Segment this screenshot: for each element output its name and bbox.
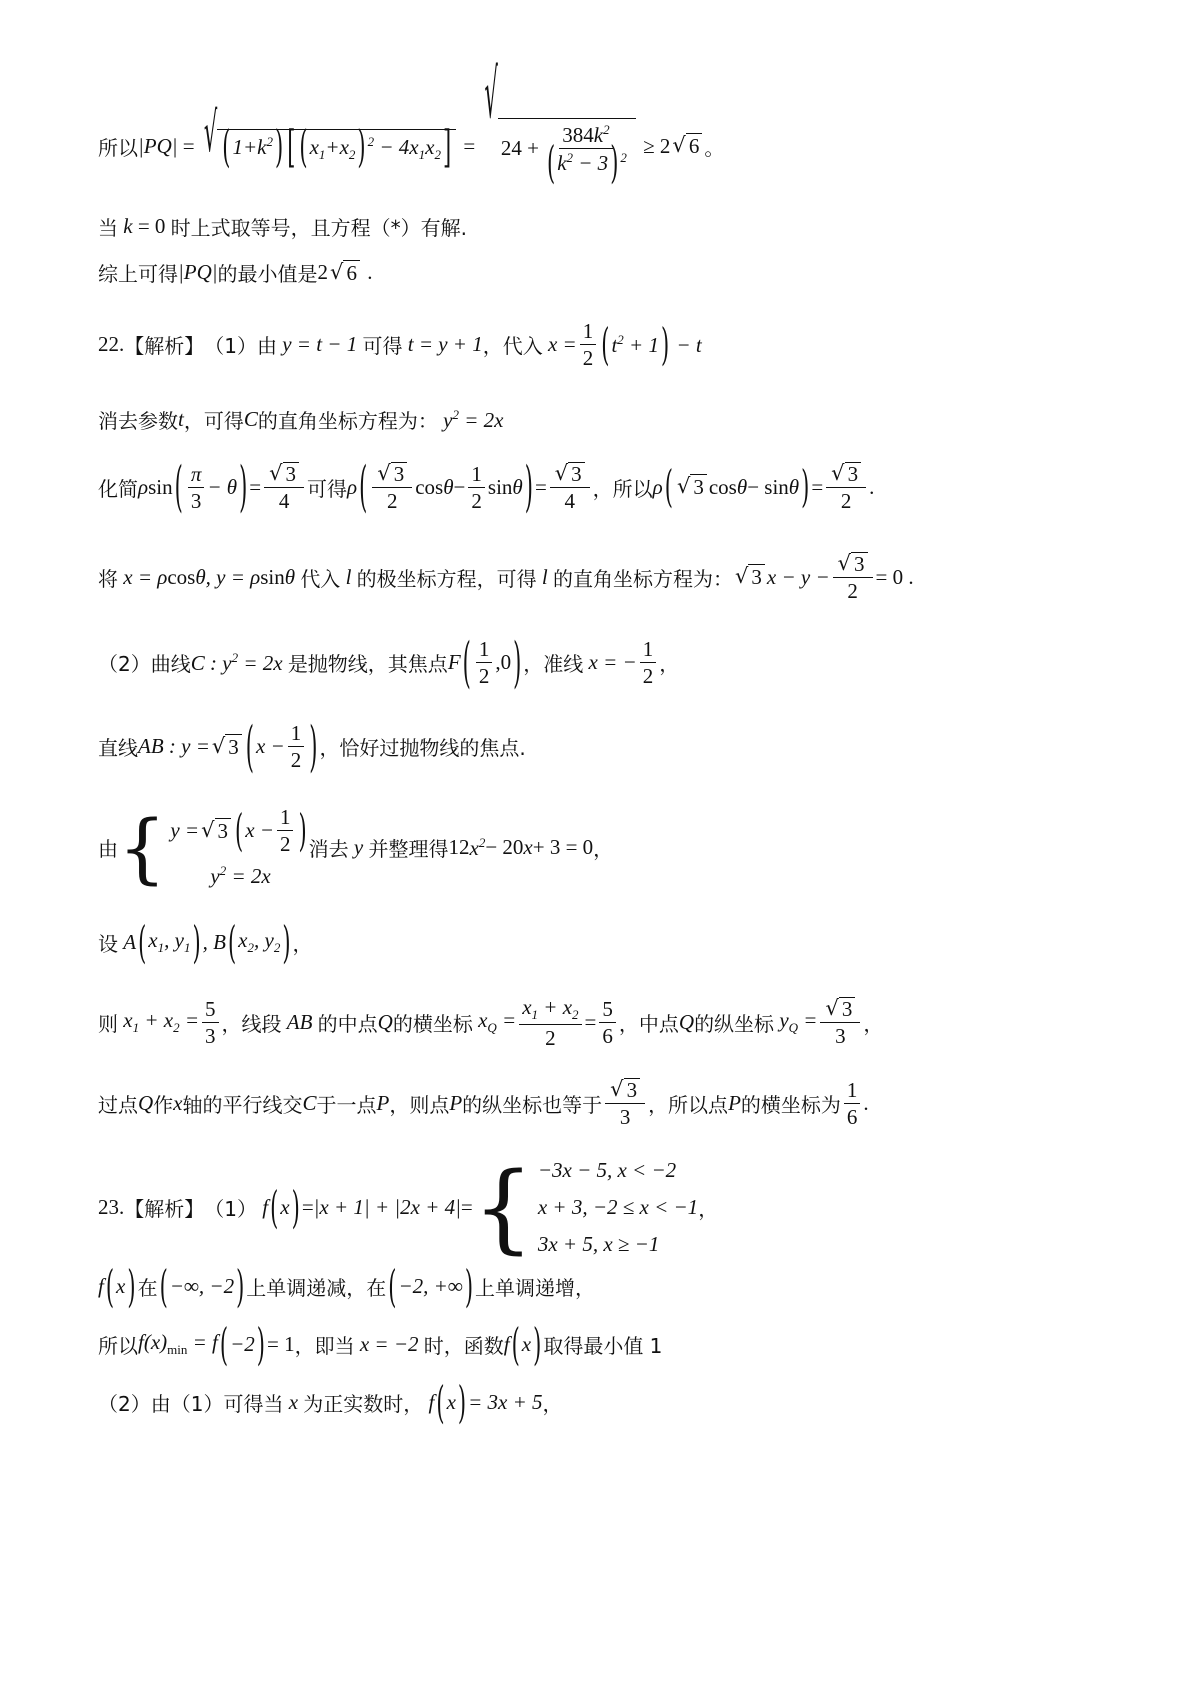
text-guodian: 过点 <box>98 1092 138 1117</box>
text-dandiaojian: 上单调递减，在 <box>246 1276 387 1300</box>
q22-part2-line-2: 直线 AB : y = √ 3 ( x − $\frac{1}{2}$ ) ，恰好过抛物线的焦点. <box>98 715 526 778</box>
text-zai: 在 <box>137 1276 158 1300</box>
q22-line-1: 22. 【解析】 （1） 由 y = t − 1 可得 t = y + 1 ，代入 x = $\frac{1}{2}$ $(t^2 + 1) - t$ <box>98 319 702 371</box>
q23-monotonic-line: f ( x ) 在 ( −∞, −2 ) 上单调递减，在 ( −2, +∞ ) 上单调递增， <box>98 1261 596 1312</box>
text-ze: 则 <box>98 1011 118 1036</box>
text-suoyi-3: 所以 <box>98 1334 138 1358</box>
q22-system-line: 由 { y = √ 3 ( x − $\frac{1}{2}$ ) $y^2 = 2x$ 消去 y 并整理得 12 $x^2$ − 20 x + 3 = 0 ， <box>98 802 614 892</box>
q23-number: 23. <box>98 1195 125 1219</box>
q22-part2-line-1: （2）曲线 C : $y^2 = 2x$ 是抛物线，其焦点 F ( $\frac{1}{2}$ ,0 ) ，准线 x = − $\frac{1}{2}$ ， <box>98 631 680 694</box>
text-bingzheng: 并整理得 <box>368 837 449 862</box>
q22-set-points-line: 设 A ( $x_1$, $y_1$ ) , B ( $x_2$, $y_2$ ) ， <box>98 917 313 968</box>
text-weizheng: 为正实数时， <box>303 1392 424 1416</box>
text-xiaoqu: 消去参数 <box>98 409 178 433</box>
text-qude: 取得最小值 1 <box>543 1334 663 1358</box>
text-zhongdian: 的中点 <box>317 1011 378 1036</box>
text-you-2: 由 <box>98 837 118 862</box>
text-jidang: ，即当 <box>294 1334 355 1358</box>
text-p2-23: （2）由（1）可得当 <box>98 1392 284 1416</box>
text-p2: （2）曲线 <box>98 652 191 677</box>
text-zongzuobiao: 的纵坐标 <box>694 1011 775 1036</box>
text-dang-rest: 时上式取等号，且方程（*）有解. <box>170 216 468 240</box>
text-dang: 当 <box>98 216 118 240</box>
text-you: 由 <box>256 334 277 359</box>
q22-number: 22. <box>98 332 125 357</box>
q23-part1: （1） <box>204 1197 257 1221</box>
text-kede-2: 可得 <box>307 476 348 501</box>
text-hengwei: 的横坐标为 <box>740 1092 841 1117</box>
text-zedian: ，则点 <box>389 1092 450 1117</box>
text-zhijiao-l: 的直角坐标方程为： <box>553 566 733 591</box>
text-zongdengyu: 的纵坐标也等于 <box>462 1092 603 1117</box>
text-kede: 可得 <box>362 334 403 359</box>
text-zhixian: 直线 <box>98 736 138 761</box>
text-xiaoqu-y: 消去 <box>308 837 349 862</box>
text-she: 设 <box>98 932 118 956</box>
text-xiaoqu-rest: ，可得 <box>183 409 244 433</box>
text-zhunxian: ，准线 <box>523 652 584 677</box>
q23-part2-line: （2）由（1）可得当 x 为正实数时， f ( x ) = 3x + 5 ， <box>98 1377 563 1428</box>
pq-length-formula: 所以 |PQ| = √ $(1+k^2)$ [ $(x_1+x_2) ^2 - 4x_1x_2$] = √ 24 + $\frac{384k^2}{(k^2 - 3) ^2}$ ≥ 2 √ 6 。 <box>98 56 725 189</box>
q23-minimum-line: 所以 $f(x)_{min} = f$ ( −2 ) = 1 ，即当 x = −2 时，函数 f ( x ) 取得最小值 1 <box>98 1319 663 1370</box>
q22-point-p-line: 过点 Q 作 x 轴的平行线交 C 于一点 P ，则点 P 的纵坐标也等于 √ 3 3 ，所以点 P 的横坐标为 $\frac{1}{6}$ . <box>98 1077 869 1130</box>
text-zhou: 轴的平行线交 <box>182 1092 303 1117</box>
text-huajian: 化简 <box>98 476 138 501</box>
conclusion-line: 综上可得 |PQ| 的最小值是 2 √ 6 . <box>98 259 373 286</box>
q22-line-3: 化简 ρ sin ( $\frac{\pi}{3}$ − θ ) = √ 3 4 可得 ρ ( √ 3 2 cos θ − $\frac{1}{2}$ sin θ ) = √ 3 4 ，所以 ρ ( √ 3 cos θ − sin θ ) = √ 3 2 . <box>98 455 875 519</box>
q22-line-2: 消去参数 t ，可得 C 的直角坐标方程为： $y^2 = 2x$ <box>98 406 504 433</box>
text-dairu-l: 代入 <box>300 566 341 591</box>
q22-jiexi: 【解析】 <box>124 334 205 359</box>
q23-jiexi: 【解析】 <box>124 1197 205 1221</box>
text-yudian: 于一点 <box>316 1092 377 1117</box>
text-zongshang: 综上可得 <box>98 262 178 286</box>
text-shi-hanshu: 时，函数 <box>423 1334 504 1358</box>
text-paowu: 是抛物线，其焦点 <box>287 652 448 677</box>
equality-condition-line: 当 k = 0 时上式取等号，且方程（*）有解. <box>98 214 468 240</box>
text-xianduan: ，线段 <box>221 1011 282 1036</box>
text-dairu: ，代入 <box>482 334 543 359</box>
text-zhijiao: 的直角坐标方程为： <box>257 409 438 433</box>
text-suoyi2: ，所以 <box>592 476 653 501</box>
q22-line-4: 将 x = ρ cos θ, y = ρ sin θ 代入 l 的极坐标方程，可得 l 的直角坐标方程为： √ 3 x − y − √ 3 2 = 0 . <box>98 551 914 604</box>
text-hengzuobiao: 的横坐标 <box>392 1011 473 1036</box>
text-suoyi: 所以 <box>98 135 138 160</box>
text-zongshang-rest: 的最小值是 <box>217 262 318 286</box>
text-dandiaozeng: 上单调递增， <box>475 1276 596 1300</box>
text-jiang: 将 <box>98 566 118 591</box>
q22-part1: （1） <box>204 334 257 359</box>
text-suoyidian: ，所以点 <box>648 1092 729 1117</box>
text-zhongdian2: ，中点 <box>618 1011 679 1036</box>
text-jizuobiao: 的极坐标方程，可得 <box>356 566 537 591</box>
text-zuo: 作 <box>153 1092 174 1117</box>
q23-line-1: 23. 【解析】 （1） f ( x ) = |x + 1| + |2x + 4| = { −3x − 5, x < −2 x + 3, −2 ≤ x < −1 ， 3x + 5, x ≥ −1 <box>98 1151 719 1264</box>
text-qiahao: ，恰好过抛物线的焦点. <box>319 736 526 761</box>
q22-midpoint-line: 则 $x_1 + x_2$ = $\frac{5}{3}$ ，线段 AB 的中点 Q 的横坐标 $x_Q$ = $\frac{x_1 + x_2}{2}$ = $\frac{5}{6}$ ，中点 Q 的纵坐标 $y_Q$ = √ 3 3 ， <box>98 995 884 1050</box>
